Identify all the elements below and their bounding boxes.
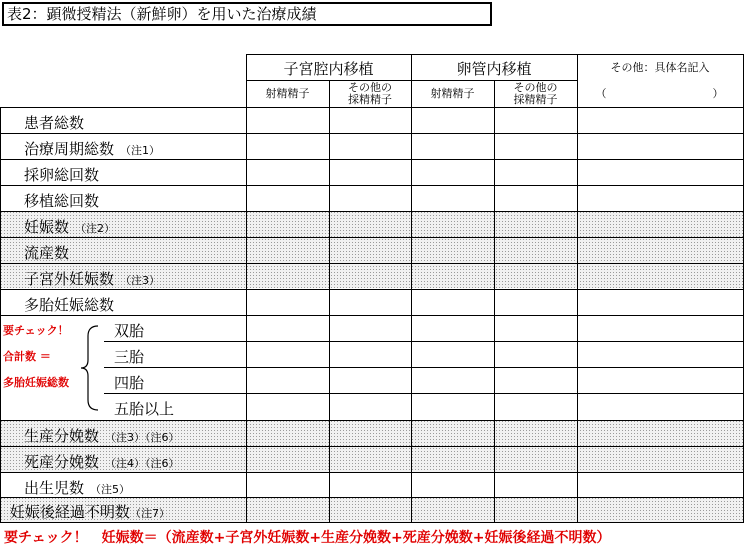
row-line bbox=[0, 185, 744, 186]
row-label-patients: 患者総数 bbox=[24, 114, 85, 132]
header-other: その他：具体名記入 bbox=[610, 61, 710, 74]
note: （注3） bbox=[120, 274, 161, 287]
subheader-other-l1: その他の bbox=[348, 81, 392, 94]
row-line bbox=[0, 159, 744, 160]
row-line bbox=[0, 472, 744, 473]
note: （注1） bbox=[120, 144, 161, 157]
row-line bbox=[0, 211, 744, 212]
header-tube: 卵管内移植 bbox=[456, 60, 532, 78]
row-line bbox=[0, 420, 744, 421]
row-line bbox=[104, 341, 744, 342]
row-line bbox=[0, 315, 744, 316]
row-line bbox=[0, 133, 744, 134]
subheader-other-l1: その他の bbox=[513, 81, 558, 94]
row-line bbox=[104, 367, 744, 368]
row-line bbox=[104, 393, 744, 394]
note: （注2） bbox=[75, 222, 116, 235]
col-line bbox=[411, 54, 412, 523]
row-label-newborns: 出生児数 （注5） bbox=[24, 479, 131, 497]
row-label-quintuplets: 五胎以上 bbox=[114, 400, 175, 418]
row-label-transfers: 移植総回数 bbox=[24, 192, 100, 210]
header-other-paren-right: ） bbox=[712, 87, 724, 100]
row-label-pregnancies: 妊娠数 （注2） bbox=[24, 218, 116, 236]
row-label-cycles: 治療周期総数 （注1） bbox=[24, 140, 161, 158]
curly-brace-icon bbox=[78, 324, 102, 412]
row-line bbox=[0, 446, 744, 447]
row-label-miscarriages: 流産数 bbox=[24, 244, 70, 262]
row-line bbox=[0, 263, 744, 264]
row-label-stillbirths: 死産分娩数 （注4）（注6） bbox=[24, 453, 180, 471]
header-bottom-line bbox=[0, 107, 744, 108]
row-label-unknown: 妊娠後経過不明数（注7） bbox=[10, 503, 171, 521]
col-line bbox=[494, 80, 495, 523]
row-line bbox=[0, 237, 744, 238]
row-label-triplets: 三胎 bbox=[114, 348, 145, 366]
row-line bbox=[0, 522, 744, 523]
footer-check: 要チェック！ 妊娠数＝（流産数+子宮外妊娠数+生産分娩数+死産分娩数+妊娠後経過不明数） bbox=[4, 530, 611, 546]
header-other-paren-left: （ bbox=[595, 87, 607, 100]
check-note-3: 多胎妊娠総数 bbox=[3, 376, 69, 389]
row-label-quadruplets: 四胎 bbox=[114, 374, 145, 392]
note: （注7） bbox=[130, 507, 171, 520]
note: （注3）（注6） bbox=[105, 431, 180, 444]
row-label-ectopic: 子宮外妊娠数 （注3） bbox=[24, 270, 161, 288]
header-uterus: 子宮腔内移植 bbox=[283, 60, 374, 78]
check-note-1: 要チェック！ bbox=[3, 324, 69, 337]
row-line bbox=[0, 289, 744, 290]
row-label-live-births: 生産分娩数 （注3）（注6） bbox=[24, 427, 180, 445]
check-note-2: 合計数 ＝ bbox=[3, 350, 51, 363]
col-line bbox=[246, 54, 247, 523]
subheader-ejaculated: 射精精子 bbox=[265, 87, 310, 100]
note: （注4）（注6） bbox=[105, 457, 180, 470]
subheader-other-l2: 採精精子 bbox=[348, 93, 392, 106]
table-title: 表2：顕微授精法（新鮮卵）を用いた治療成績 bbox=[2, 2, 492, 26]
row-label-multiple: 多胎妊娠総数 bbox=[24, 296, 115, 314]
subheader-ejaculated: 射精精子 bbox=[430, 87, 475, 100]
col-line bbox=[0, 107, 1, 523]
note: （注5） bbox=[90, 483, 131, 496]
row-label-retrievals: 採卵総回数 bbox=[24, 166, 100, 184]
col-line bbox=[577, 54, 578, 523]
subheader-other-l2: 採精精子 bbox=[513, 93, 558, 106]
col-line bbox=[329, 80, 330, 523]
row-label-twins: 双胎 bbox=[114, 322, 145, 340]
header-top-line bbox=[246, 54, 744, 55]
